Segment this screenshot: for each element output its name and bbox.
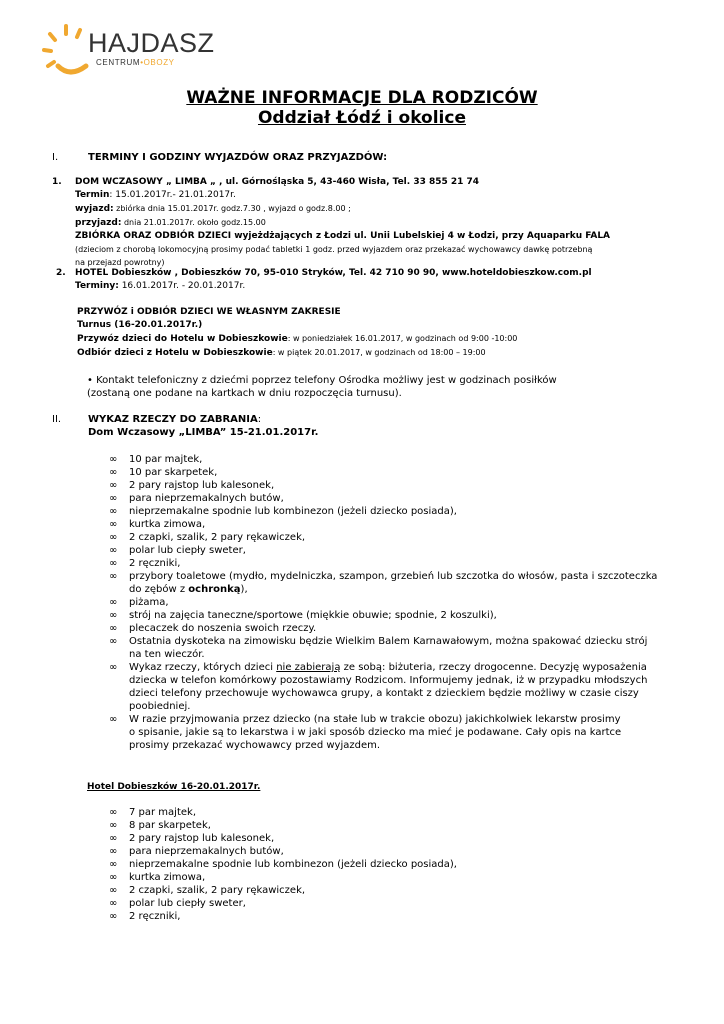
section-heading: TERMINY I GODZINY WYJAZDÓW ORAZ PRZYJAZDÓW: xyxy=(88,152,388,163)
section-heading: WYKAZ RZECZY DO ZABRANIA: xyxy=(88,414,262,425)
packing-list-cont xyxy=(109,596,669,635)
list-item: ∞ strój na zajęcia taneczne/sportowe (miękkie obuwie; spodnie, 2 koszulki), xyxy=(109,610,497,621)
list-item: ∞ 10 par skarpetek, xyxy=(109,467,218,478)
transport-przywoz: Przywóz dzieci do Hotelu w Dobieszkowie: w poniedziałek 16.01.2017, w godzinach od 9:00 -10:00 xyxy=(77,334,518,344)
packing-list xyxy=(109,806,669,923)
item2-terminy: Terminy: 16.01.2017r. - 20.01.2017r. xyxy=(75,281,246,291)
list-item: ∞ 8 par skarpetek, xyxy=(109,820,211,831)
list-item: ∞ para nieprzemakalnych butów, xyxy=(109,846,284,857)
limba-list xyxy=(109,453,669,752)
hotel-heading: Hotel Dobieszków 16-20.01.2017r. xyxy=(87,782,261,792)
list-item: ∞ 2 ręczniki, xyxy=(109,558,181,569)
transport-turnus: Turnus (16-20.01.2017r.) xyxy=(77,320,203,330)
section-number: II. xyxy=(52,414,62,425)
list-item: ∞ polar lub ciepły sweter, xyxy=(109,898,246,909)
item2-name: HOTEL Dobieszków , Dobieszków 70, 95-010 Stryków, Tel. 42 710 90 90, www.hoteldobieszkow.com.pl xyxy=(75,268,592,278)
list-item: ∞ polar lub ciepły sweter, xyxy=(109,545,246,556)
list-item: ∞ 2 czapki, szalik, 2 pary rękawiczek, xyxy=(109,532,306,543)
item1-termin: Termin: 15.01.2017r.- 21.01.2017r. xyxy=(75,190,236,200)
section-number: I. xyxy=(52,152,59,163)
packing-list-notes xyxy=(109,635,669,752)
page-subtitle: Oddział Łódź i okolice xyxy=(257,108,466,128)
list-item: ∞ nieprzemakalne spodnie lub kombinezon (jeżeli dziecko posiada), xyxy=(109,859,457,870)
section-subheading: Dom Wczasowy „LIMBA” 15-21.01.2017r. xyxy=(88,427,319,438)
item2-block xyxy=(75,267,695,293)
list-item: ∞ 7 par majtek, xyxy=(109,807,196,818)
list-item: ∞ plecaczek do noszenia swoich rzeczy. xyxy=(109,623,317,634)
packing-list xyxy=(109,453,669,570)
page-title: WAŻNE INFORMACJE DLA RODZICÓW xyxy=(186,88,538,108)
list-item: ∞ 2 pary rajstop lub kalesonek, xyxy=(109,833,275,844)
item1-note: (dzieciom z chorobą lokomocyjną prosimy podać tabletki 1 godz. przed wyjazdem oraz przekazać wychowawcy dawkę potrzebną xyxy=(75,245,593,254)
logo-subtitle: CENTRUM•OBOZY xyxy=(96,58,175,67)
list-item: ∞ 10 par majtek, xyxy=(109,454,203,465)
transport-heading: PRZYWÓZ i ODBIÓR DZIECI WE WŁASNYM ZAKRESIE xyxy=(77,307,341,317)
contact-line: • Kontakt telefoniczny z dziećmi poprzez telefony Ośrodka możliwy jest w godzinach posiłków xyxy=(87,375,557,386)
item1-przyjazd: przyjazd: dnia 21.01.2017r. około godz.15.00 xyxy=(75,218,266,228)
list-item: ∞ przybory toaletowe (mydło, mydelniczka, szampon, grzebień lub szczotka do włosów, pasta i szczoteczka do zębów z ochronką), xyxy=(109,571,658,595)
transport-odbior: Odbiór dzieci z Hotelu w Dobieszkowie: w piątek 20.01.2017, w godzinach od 18:00 – 19:00 xyxy=(77,348,486,358)
list-item: ∞ kurtka zimowa, xyxy=(109,872,206,883)
list-item: ∞ nieprzemakalne spodnie lub kombinezon (jeżeli dziecko posiada), xyxy=(109,506,457,517)
item1-name: DOM WCZASOWY „ LIMBA „ , ul. Górnośląska 5, 43-460 Wisła, Tel. 33 855 21 74 xyxy=(75,177,480,187)
list-item: ∞ 2 czapki, szalik, 2 pary rękawiczek, xyxy=(109,885,306,896)
item1-zbiorka: ZBIÓRKA ORAZ ODBIÓR DZIECI wyjeżdżających z Łodzi ul. Unii Lubelskiej 4 w Łodzi, przy Aquaparku FALA xyxy=(75,231,611,241)
list-item: ∞ Ostatnia dyskoteka na zimowisku będzie Wielkim Balem Karnawałowym, można spakować dziecku strój na ten wieczór. xyxy=(109,636,648,660)
list-item: ∞ 2 pary rajstop lub kalesonek, xyxy=(109,480,275,491)
item-number: 1. xyxy=(52,177,62,187)
item1-note-cont: na przejazd powrotny) xyxy=(75,258,165,267)
list-item: ∞ 2 ręczniki, xyxy=(109,911,181,922)
transport-block xyxy=(77,306,697,360)
list-item: ∞ kurtka zimowa, xyxy=(109,519,206,530)
list-item: ∞ Wykaz rzeczy, których dzieci nie zabierają ze sobą: biżuteria, rzeczy drogocenne. Decyzję wyposażenia dziecka w telefon komórkowy pozostawiamy Rodzicom. Informujemy jednak, iż w przypadku młodszych dzieci telefony przechowuje wychowawca grupy, a kontakt z dzieckiem będzie możliwy w czasie ciszy poobiedniej. xyxy=(109,662,648,712)
hotel-list xyxy=(109,806,669,923)
list-item: ∞ W razie przyjmowania przez dziecko (na stałe lub w trakcie obozu) jakichkolwiek lekarstw prosimy o spisanie, jakie są to lekarstwa i w jaki sposób dziecko ma mieć je podawane. Cały opis na kartce prosimy przekazać wychowawcy przed wyjazdem. xyxy=(109,714,622,751)
section-heading-block xyxy=(88,413,688,439)
item1-block xyxy=(75,176,695,269)
list-item: ∞ piżama, xyxy=(109,597,169,608)
contact-note xyxy=(87,374,697,400)
packing-list-cont xyxy=(109,570,669,596)
item1-wyjazd: wyjazd: zbiórka dnia 15.01.2017r. godz.7.30 , wyjazd o godz.8.00 ; xyxy=(75,204,351,214)
list-item: ∞ para nieprzemakalnych butów, xyxy=(109,493,284,504)
item-number: 2. xyxy=(56,268,66,278)
logo-brand: HAJDASZ xyxy=(88,28,215,58)
contact-line: (zostaną one podane na kartkach w dniu rozpoczęcia turnusu). xyxy=(87,388,402,399)
